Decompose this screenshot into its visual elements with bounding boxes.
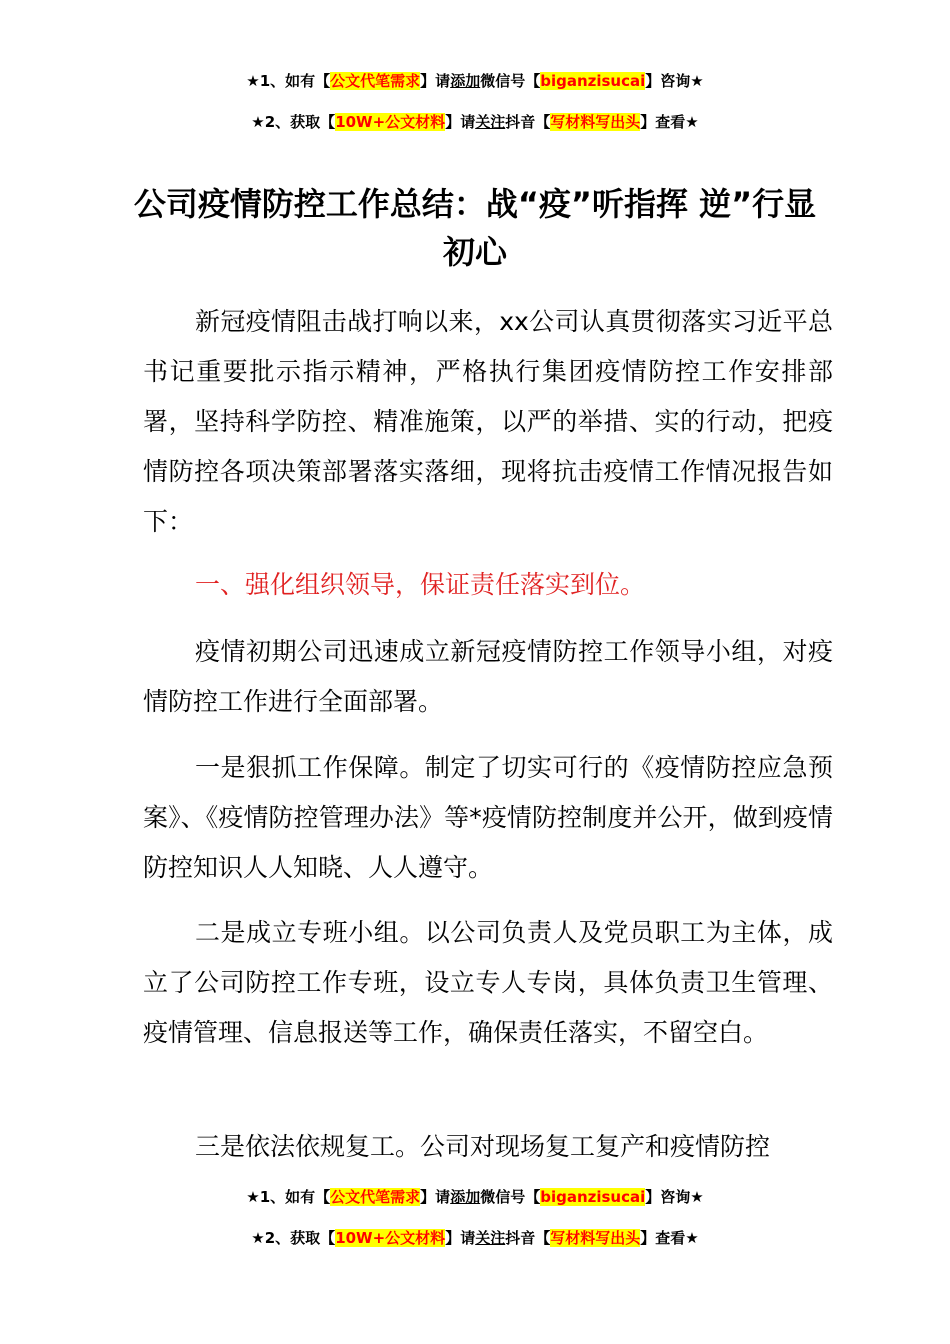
banner-underlined: 添加 <box>450 1188 481 1206</box>
banner-highlight: 公文代笔需求 <box>330 72 421 90</box>
paragraph-4: 二是成立专班小组。以公司负责人及党员职工为主体，成立了公司防控工作专班，设立专人专岗，具体负责卫生管理、疫情管理、信息报送等工作，确保责任落实，不留空白。 <box>143 918 833 1047</box>
banner-highlight: 写材料写出头 <box>550 1229 641 1247</box>
section-heading-1: 一、强化组织领导，保证责任落实到位。 <box>195 570 646 599</box>
paragraph-5: 三是依法依规复工。公司对现场复工复产和疫情防控 <box>195 1132 771 1161</box>
banner-text: ★2、获取【 <box>251 113 336 131</box>
banner-text: 微信号【 <box>480 1188 541 1206</box>
banner-underlined: 添加 <box>450 72 481 90</box>
banner-text: 】请 <box>445 1229 476 1247</box>
header-ad-line-1 <box>0 70 950 92</box>
document-title: 公司疫情防控工作总结：战“疫”听指挥 逆”行显初心 <box>133 185 817 271</box>
paragraph-2: 疫情初期公司迅速成立新冠疫情防控工作领导小组，对疫情防控工作进行全面部署。 <box>143 637 833 716</box>
banner-highlight: biganzisucai <box>540 72 646 90</box>
banner-highlight: 写材料写出头 <box>550 113 641 131</box>
banner-text: ★2、获取【 <box>251 1229 336 1247</box>
header-ad-line-2 <box>0 111 950 133</box>
banner-text: 微信号【 <box>480 72 541 90</box>
banner-highlight: 公文代笔需求 <box>330 1188 421 1206</box>
banner-highlight: 10W+公文材料 <box>335 1229 446 1247</box>
banner-text: ★1、如有【 <box>246 1188 331 1206</box>
footer-ad-line-2 <box>0 1227 950 1249</box>
banner-text: 】请 <box>420 72 451 90</box>
banner-text: 】请 <box>420 1188 451 1206</box>
banner-underlined: 关注 <box>475 113 506 131</box>
banner-highlight: 10W+公文材料 <box>335 113 446 131</box>
banner-underlined: 关注 <box>475 1229 506 1247</box>
banner-highlight: biganzisucai <box>540 1188 646 1206</box>
banner-text: 】请 <box>445 113 476 131</box>
banner-text: 】查看★ <box>640 113 699 131</box>
footer-ad-line-1 <box>0 1186 950 1208</box>
banner-text: 】查看★ <box>640 1229 699 1247</box>
banner-text: 】咨询★ <box>645 1188 704 1206</box>
paragraph-3: 一是狠抓工作保障。制定了切实可行的《疫情防控应急预案》、《疫情防控管理办法》等*疫情防控制度并公开，做到疫情防控知识人人知晓、人人遵守。 <box>143 753 833 882</box>
banner-text: 】咨询★ <box>645 72 704 90</box>
banner-text: 抖音【 <box>505 1229 551 1247</box>
banner-text: 抖音【 <box>505 113 551 131</box>
paragraph-intro: 新冠疫情阻击战打响以来，xx公司认真贯彻落实习近平总书记重要批示指示精神，严格执行集团疫情防控工作安排部署，坚持科学防控、精准施策，以严的举措、实的行动，把疫情防控各项决策部署落实落细，现将抗击疫情工作情况报告如下： <box>143 307 833 536</box>
banner-text: ★1、如有【 <box>246 72 331 90</box>
